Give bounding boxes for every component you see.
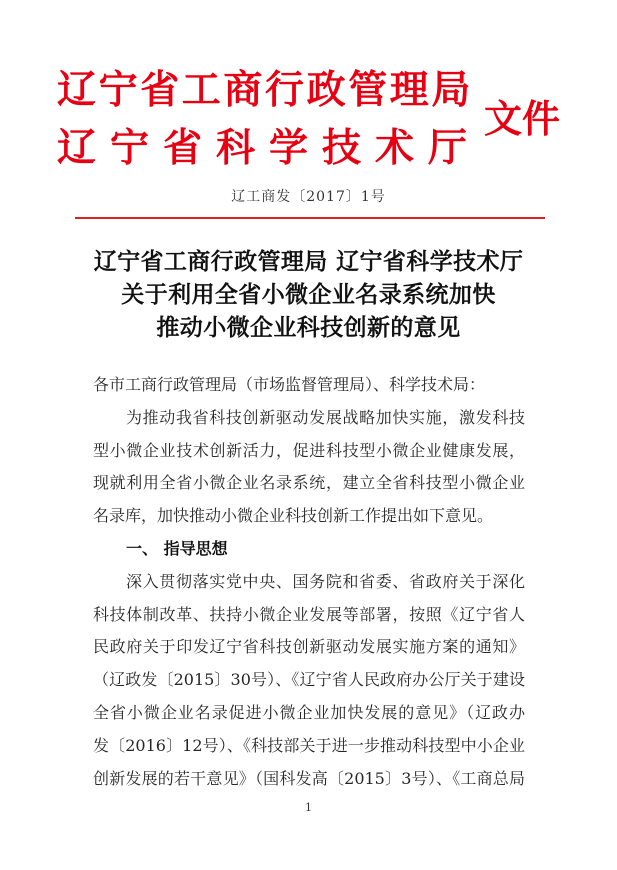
document-body (93, 369, 525, 795)
salutation: 各市工商行政管理局（市场监督管理局）、科学技术局： (93, 375, 486, 394)
page-number: 1 (305, 801, 312, 814)
intro-line: 型小微企业技术创新活力，促进科技型小微企业健康发展， (93, 440, 525, 460)
section-line: 全省小微企业名录促进小微企业加快发展的意见》（辽政办 (93, 702, 525, 722)
title-line: 辽宁省工商行政管理局 辽宁省科学技术厅 (93, 249, 524, 275)
issuer-line-2: 辽宁省科学技术厅 (57, 126, 482, 171)
section-line: 民政府关于印发辽宁省科技创新驱动发展实施方案的通知》 (93, 637, 525, 657)
section-line: （辽政发〔2015〕30号）、《辽宁省人民政府办公厅关于建设 (93, 670, 525, 690)
issuer-line-1: 辽宁省工商行政管理局 (57, 68, 474, 113)
document-title (0, 246, 617, 345)
section-line: 深入贯彻落实党中央、国务院和省委、省政府关于深化 (126, 571, 525, 591)
intro-line: 名录库，加快推动小微企业科技创新工作提出如下意见。 (93, 506, 494, 526)
intro-line: 现就利用全省小微企业名录系统，建立全省科技型小微企业 (93, 473, 525, 493)
red-divider-line (75, 217, 545, 219)
section-line: 发〔2016〕12号）、《科技部关于进一步推动科技型中小企业 (93, 735, 525, 755)
intro-line: 为推动我省科技创新驱动发展战略加快实施，激发科技 (126, 407, 525, 427)
section-line: 创新发展的若干意见》（国科发高〔2015〕3号）、《工商总局 (93, 768, 525, 788)
section-heading: 一、 指导思想 (126, 538, 228, 558)
title-line: 关于利用全省小微企业名录系统加快 (121, 282, 496, 308)
document-type-label: 文件 (484, 97, 561, 141)
section-line: 科技体制改革、扶持小微企业发展等部署，按照《辽宁省人 (93, 604, 525, 624)
title-line: 推动小微企业科技创新的意见 (156, 315, 461, 341)
document-number: 辽工商发〔2017〕1号 (231, 189, 386, 205)
